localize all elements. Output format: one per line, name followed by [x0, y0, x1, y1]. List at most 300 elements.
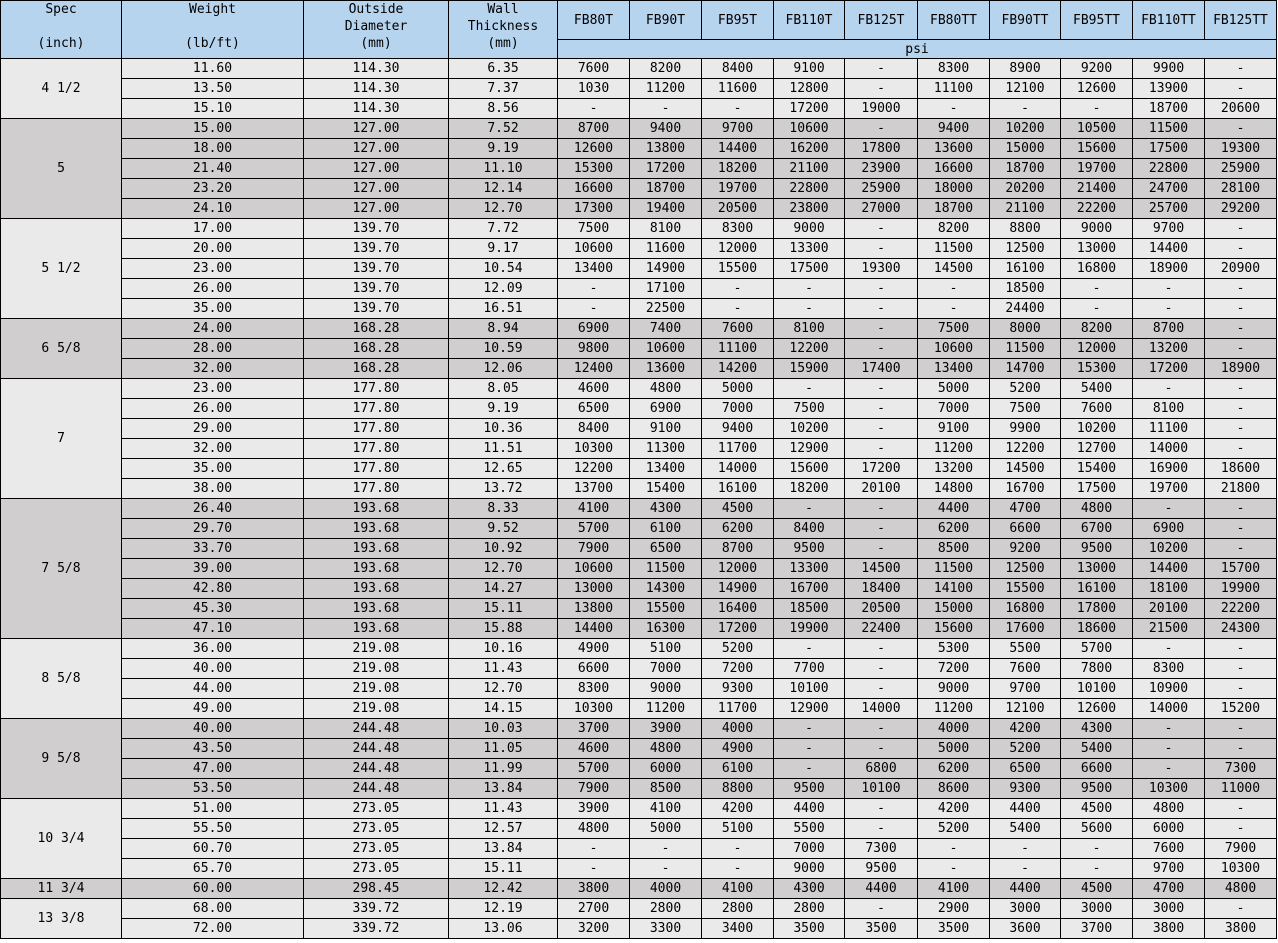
table-cell: -	[774, 499, 845, 519]
table-cell: 10.36	[449, 419, 558, 439]
table-cell: 10100	[774, 679, 845, 699]
table-cell: 18700	[630, 179, 702, 199]
table-cell: -	[774, 639, 845, 659]
table-cell: 4400	[845, 879, 918, 899]
table-cell: 339.72	[304, 899, 449, 919]
table-cell: 7600	[1061, 399, 1133, 419]
table-cell: 12700	[1061, 439, 1133, 459]
table-cell: -	[702, 839, 774, 859]
weight-header-unit: (lb/ft)	[185, 36, 240, 51]
spec-cell: 5	[1, 119, 122, 219]
table-cell: 114.30	[304, 99, 449, 119]
table-cell: 10600	[918, 339, 990, 359]
table-cell: 9100	[774, 59, 845, 79]
table-cell: 10200	[1061, 419, 1133, 439]
table-cell: 9200	[1061, 59, 1133, 79]
table-cell: -	[845, 439, 918, 459]
table-cell: 16600	[558, 179, 630, 199]
table-row	[1, 819, 1277, 839]
table-cell: 14400	[1133, 559, 1205, 579]
outside-diameter-header	[304, 1, 449, 59]
table-cell: -	[702, 859, 774, 879]
table-row	[1, 579, 1277, 599]
table-cell: 4200	[702, 799, 774, 819]
table-cell: 9000	[918, 679, 990, 699]
table-cell: 22200	[1061, 199, 1133, 219]
table-cell: 15300	[558, 159, 630, 179]
psi-unit-header: psi	[558, 40, 1277, 59]
table-cell: 5700	[558, 759, 630, 779]
table-cell: -	[1061, 299, 1133, 319]
table-cell: 8300	[1133, 659, 1205, 679]
table-cell: -	[1205, 899, 1277, 919]
table-cell: 10200	[1133, 539, 1205, 559]
table-cell: 4100	[918, 879, 990, 899]
table-cell: -	[1205, 119, 1277, 139]
table-cell: 10.92	[449, 539, 558, 559]
table-cell: 16.51	[449, 299, 558, 319]
table-cell: 10600	[774, 119, 845, 139]
table-cell: 4800	[1061, 499, 1133, 519]
table-cell: -	[774, 739, 845, 759]
table-cell: -	[630, 99, 702, 119]
table-cell: 12900	[774, 699, 845, 719]
table-cell: 17200	[702, 619, 774, 639]
table-cell: 4400	[990, 879, 1061, 899]
table-cell: 11.10	[449, 159, 558, 179]
table-cell: 7.52	[449, 119, 558, 139]
table-row	[1, 359, 1277, 379]
table-cell: 13900	[1133, 79, 1205, 99]
table-cell: 9700	[990, 679, 1061, 699]
grade-header-fb95tt: FB95TT	[1061, 1, 1133, 40]
table-cell: 14000	[1133, 439, 1205, 459]
table-cell: 9100	[918, 419, 990, 439]
table-cell: 4300	[630, 499, 702, 519]
table-cell: 43.50	[122, 739, 304, 759]
table-cell: 20900	[1205, 259, 1277, 279]
table-cell: 10.54	[449, 259, 558, 279]
table-row	[1, 119, 1277, 139]
table-cell: 5700	[1061, 639, 1133, 659]
table-cell: -	[558, 299, 630, 319]
table-cell: 15000	[990, 139, 1061, 159]
table-cell: 244.48	[304, 779, 449, 799]
table-row	[1, 699, 1277, 719]
table-row	[1, 59, 1277, 79]
table-cell: 15600	[918, 619, 990, 639]
table-cell: 6000	[1133, 819, 1205, 839]
table-cell: 14000	[845, 699, 918, 719]
table-cell: 3000	[1061, 899, 1133, 919]
table-cell: 244.48	[304, 739, 449, 759]
table-cell: 15.00	[122, 119, 304, 139]
table-cell: 8800	[990, 219, 1061, 239]
table-cell: 5200	[918, 819, 990, 839]
table-cell: -	[1133, 299, 1205, 319]
table-row	[1, 759, 1277, 779]
table-cell: 193.68	[304, 579, 449, 599]
table-cell: -	[845, 739, 918, 759]
table-cell: 15400	[1061, 459, 1133, 479]
table-cell: 21500	[1133, 619, 1205, 639]
table-cell: 7.72	[449, 219, 558, 239]
table-cell: 3900	[558, 799, 630, 819]
table-cell: 18500	[990, 279, 1061, 299]
table-cell: 24300	[1205, 619, 1277, 639]
table-cell: 5200	[990, 739, 1061, 759]
table-cell: 6100	[630, 519, 702, 539]
table-cell: 3400	[702, 919, 774, 939]
table-cell: 36.00	[122, 639, 304, 659]
table-cell: 8700	[702, 539, 774, 559]
table-cell: 6600	[1061, 759, 1133, 779]
table-cell: 1030	[558, 79, 630, 99]
table-cell: 6600	[990, 519, 1061, 539]
table-cell: 9.52	[449, 519, 558, 539]
grade-header-fb125t: FB125T	[845, 1, 918, 40]
table-cell: 25900	[845, 179, 918, 199]
table-cell: 14400	[702, 139, 774, 159]
table-cell: 11.99	[449, 759, 558, 779]
table-cell: 15200	[1205, 699, 1277, 719]
table-cell: 11700	[702, 699, 774, 719]
table-cell: -	[774, 299, 845, 319]
spec-cell: 10 3/4	[1, 799, 122, 879]
table-cell: -	[1133, 279, 1205, 299]
table-cell: 16800	[990, 599, 1061, 619]
table-cell: 10300	[558, 439, 630, 459]
table-cell: 18200	[702, 159, 774, 179]
table-cell: 5400	[990, 819, 1061, 839]
table-cell: 4800	[1205, 879, 1277, 899]
table-cell: -	[1205, 299, 1277, 319]
table-cell: 177.80	[304, 419, 449, 439]
table-cell: 139.70	[304, 259, 449, 279]
table-cell: -	[845, 719, 918, 739]
table-cell: -	[845, 499, 918, 519]
table-cell: 9400	[630, 119, 702, 139]
table-cell: -	[558, 99, 630, 119]
table-cell: 32.00	[122, 439, 304, 459]
table-cell: 17600	[990, 619, 1061, 639]
table-cell: 17200	[845, 459, 918, 479]
table-cell: 2800	[774, 899, 845, 919]
table-cell: 6200	[702, 519, 774, 539]
table-cell: 18100	[1133, 579, 1205, 599]
table-cell: 20.00	[122, 239, 304, 259]
table-cell: -	[1205, 319, 1277, 339]
table-cell: 3800	[1205, 919, 1277, 939]
table-cell: 12400	[558, 359, 630, 379]
table-cell: 7000	[918, 399, 990, 419]
table-cell: 13.84	[449, 779, 558, 799]
table-cell: 7300	[845, 839, 918, 859]
table-cell: 15.11	[449, 599, 558, 619]
table-cell: 8200	[1061, 319, 1133, 339]
table-cell: 26.40	[122, 499, 304, 519]
table-cell: 139.70	[304, 219, 449, 239]
table-cell: 9000	[774, 859, 845, 879]
table-cell: -	[630, 859, 702, 879]
table-cell: 11500	[630, 559, 702, 579]
table-row	[1, 459, 1277, 479]
table-cell: -	[630, 839, 702, 859]
table-cell: 10.59	[449, 339, 558, 359]
table-cell: 4300	[1061, 719, 1133, 739]
table-cell: 6100	[702, 759, 774, 779]
table-cell: 6900	[1133, 519, 1205, 539]
spec-header	[1, 1, 122, 59]
table-cell: 18400	[845, 579, 918, 599]
table-cell: 11.43	[449, 799, 558, 819]
table-cell: 6800	[845, 759, 918, 779]
table-cell: 10500	[1061, 119, 1133, 139]
table-cell: 25900	[1205, 159, 1277, 179]
table-cell: 3500	[774, 919, 845, 939]
table-cell: 9500	[1061, 539, 1133, 559]
table-row	[1, 159, 1277, 179]
table-cell: 219.08	[304, 659, 449, 679]
table-cell: 4000	[702, 719, 774, 739]
table-cell: 127.00	[304, 139, 449, 159]
table-cell: 11500	[918, 239, 990, 259]
table-cell: 22200	[1205, 599, 1277, 619]
table-row	[1, 599, 1277, 619]
wall-thickness-header	[449, 1, 558, 59]
table-cell: 3000	[990, 899, 1061, 919]
table-cell: 4200	[990, 719, 1061, 739]
table-cell: 17800	[845, 139, 918, 159]
table-cell: -	[845, 279, 918, 299]
table-cell: 26.00	[122, 279, 304, 299]
table-cell: 139.70	[304, 279, 449, 299]
table-cell: 12200	[990, 439, 1061, 459]
table-cell: 12200	[774, 339, 845, 359]
table-cell: 16900	[1133, 459, 1205, 479]
table-cell: 9400	[918, 119, 990, 139]
table-cell: 10.16	[449, 639, 558, 659]
table-cell: 8600	[918, 779, 990, 799]
table-cell: 4900	[558, 639, 630, 659]
table-cell: 21400	[1061, 179, 1133, 199]
table-cell: 12600	[558, 139, 630, 159]
table-cell: 9900	[990, 419, 1061, 439]
table-row	[1, 499, 1277, 519]
table-cell: 14300	[630, 579, 702, 599]
table-cell: 8300	[558, 679, 630, 699]
table-cell: 6200	[918, 759, 990, 779]
table-cell: -	[1133, 759, 1205, 779]
table-cell: 42.80	[122, 579, 304, 599]
table-row	[1, 639, 1277, 659]
table-cell: 7900	[558, 779, 630, 799]
table-cell: 12.06	[449, 359, 558, 379]
table-cell: 9500	[774, 539, 845, 559]
table-cell: 15600	[774, 459, 845, 479]
table-cell: 6600	[558, 659, 630, 679]
table-row	[1, 619, 1277, 639]
spec-cell: 7	[1, 379, 122, 499]
table-cell: 20500	[845, 599, 918, 619]
table-cell: 5000	[630, 819, 702, 839]
table-cell: 17100	[630, 279, 702, 299]
table-row	[1, 419, 1277, 439]
table-cell: -	[1205, 59, 1277, 79]
table-cell: 8200	[630, 59, 702, 79]
table-cell: 12.09	[449, 279, 558, 299]
grade-header-fb80t: FB80T	[558, 1, 630, 40]
table-cell: 13200	[918, 459, 990, 479]
wall-header-line1: Wall	[487, 2, 519, 17]
table-cell: -	[918, 839, 990, 859]
table-cell: 7000	[774, 839, 845, 859]
table-cell: -	[1205, 499, 1277, 519]
table-cell: 15700	[1205, 559, 1277, 579]
table-cell: 49.00	[122, 699, 304, 719]
table-cell: 12100	[990, 699, 1061, 719]
table-cell: 14800	[918, 479, 990, 499]
table-cell: 16100	[990, 259, 1061, 279]
table-cell: -	[845, 299, 918, 319]
table-cell: 11200	[630, 699, 702, 719]
table-cell: 24.00	[122, 319, 304, 339]
table-cell: 9800	[558, 339, 630, 359]
table-cell: 17200	[630, 159, 702, 179]
table-cell: 23.00	[122, 379, 304, 399]
table-row	[1, 719, 1277, 739]
table-cell: 10300	[1133, 779, 1205, 799]
weight-header	[122, 1, 304, 59]
table-row	[1, 439, 1277, 459]
table-cell: 17500	[1133, 139, 1205, 159]
table-cell: 24700	[1133, 179, 1205, 199]
table-cell: 19700	[702, 179, 774, 199]
table-cell: 19700	[1133, 479, 1205, 499]
table-cell: 13400	[630, 459, 702, 479]
table-cell: 19900	[1205, 579, 1277, 599]
table-cell: -	[845, 639, 918, 659]
spec-cell: 4 1/2	[1, 59, 122, 119]
table-body	[1, 59, 1277, 939]
table-cell: 15900	[774, 359, 845, 379]
table-cell: 29200	[1205, 199, 1277, 219]
table-cell: 177.80	[304, 399, 449, 419]
table-row	[1, 879, 1277, 899]
table-cell: 10100	[1061, 679, 1133, 699]
table-cell: 5500	[774, 819, 845, 839]
table-cell: 10300	[1205, 859, 1277, 879]
table-cell: -	[1205, 739, 1277, 759]
table-cell: 5400	[1061, 379, 1133, 399]
table-cell: 219.08	[304, 639, 449, 659]
table-cell: 4400	[918, 499, 990, 519]
table-cell: 12.70	[449, 199, 558, 219]
table-cell: 114.30	[304, 79, 449, 99]
table-cell: 18200	[774, 479, 845, 499]
table-cell: 18500	[774, 599, 845, 619]
table-cell: 24400	[990, 299, 1061, 319]
table-cell: 13.50	[122, 79, 304, 99]
table-cell: 38.00	[122, 479, 304, 499]
table-cell: 72.00	[122, 919, 304, 939]
table-cell: 9200	[990, 539, 1061, 559]
table-cell: 13.72	[449, 479, 558, 499]
table-cell: 14400	[558, 619, 630, 639]
table-cell: 25700	[1133, 199, 1205, 219]
table-cell: -	[558, 279, 630, 299]
table-cell: 12600	[1061, 699, 1133, 719]
table-cell: 14500	[918, 259, 990, 279]
table-cell: -	[845, 819, 918, 839]
table-cell: 9700	[702, 119, 774, 139]
table-cell: -	[918, 99, 990, 119]
table-cell: 17.00	[122, 219, 304, 239]
table-cell: 4700	[1133, 879, 1205, 899]
table-cell: 28100	[1205, 179, 1277, 199]
table-cell: -	[1133, 379, 1205, 399]
table-cell: 11100	[918, 79, 990, 99]
table-cell: 193.68	[304, 599, 449, 619]
table-cell: 5200	[702, 639, 774, 659]
table-cell: -	[1205, 239, 1277, 259]
table-cell: 193.68	[304, 539, 449, 559]
table-row	[1, 279, 1277, 299]
table-cell: 8500	[630, 779, 702, 799]
table-cell: 7600	[702, 319, 774, 339]
table-cell: 13000	[1061, 239, 1133, 259]
table-cell: 7700	[774, 659, 845, 679]
grade-header-fb90tt: FB90TT	[990, 1, 1061, 40]
table-cell: -	[774, 719, 845, 739]
table-cell: 11300	[630, 439, 702, 459]
table-cell: 339.72	[304, 919, 449, 939]
table-cell: -	[990, 839, 1061, 859]
table-cell: 4200	[918, 799, 990, 819]
table-cell: 12500	[990, 239, 1061, 259]
table-cell: 14200	[702, 359, 774, 379]
table-cell: 6.35	[449, 59, 558, 79]
table-cell: 16300	[630, 619, 702, 639]
table-cell: -	[1061, 279, 1133, 299]
table-cell: 14.27	[449, 579, 558, 599]
table-cell: 10900	[1133, 679, 1205, 699]
table-cell: 3700	[558, 719, 630, 739]
table-cell: 33.70	[122, 539, 304, 559]
table-cell: 13000	[1061, 559, 1133, 579]
table-cell: 20100	[845, 479, 918, 499]
table-cell: 8700	[1133, 319, 1205, 339]
table-cell: 7600	[990, 659, 1061, 679]
table-cell: 12500	[990, 559, 1061, 579]
table-cell: 8500	[918, 539, 990, 559]
table-row	[1, 219, 1277, 239]
table-cell: 21100	[990, 199, 1061, 219]
table-cell: 11.05	[449, 739, 558, 759]
table-cell: 244.48	[304, 759, 449, 779]
table-cell: -	[558, 839, 630, 859]
table-cell: 168.28	[304, 359, 449, 379]
table-cell: 11600	[630, 239, 702, 259]
table-row	[1, 399, 1277, 419]
table-cell: 18600	[1205, 459, 1277, 479]
table-cell: 14000	[702, 459, 774, 479]
table-cell: 5000	[702, 379, 774, 399]
table-cell: 23800	[774, 199, 845, 219]
table-cell: 17500	[1061, 479, 1133, 499]
table-cell: 8400	[558, 419, 630, 439]
table-row	[1, 859, 1277, 879]
